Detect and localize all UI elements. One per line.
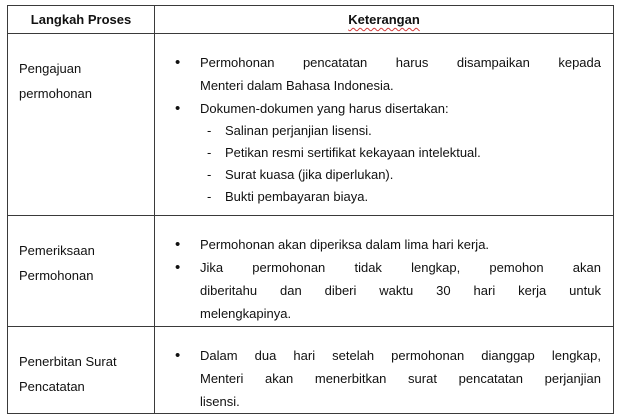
sub-list: [200, 120, 601, 208]
table-row: [8, 216, 614, 327]
list-item: [155, 97, 601, 208]
list-item: [155, 344, 601, 413]
bullet-icon: •: [175, 236, 181, 253]
header-step: Langkah Proses: [8, 6, 155, 34]
table-row: [8, 327, 614, 414]
step-cell: [8, 34, 155, 216]
step-cell: [8, 216, 155, 327]
dash-icon: -: [207, 145, 212, 160]
step-label: Pengajuan: [19, 61, 82, 76]
step-label: permohonan: [19, 86, 92, 101]
step-label: Permohonan: [19, 268, 94, 283]
item-text: Jika permohonan tidak lengkap, pemohon akan: [200, 260, 601, 275]
bullet-icon: •: [175, 54, 181, 71]
bullet-icon: •: [175, 347, 181, 364]
step-label: Pencatatan: [19, 379, 85, 394]
sub-item: [200, 164, 601, 186]
list-item: [155, 51, 601, 97]
dash-icon: -: [207, 189, 212, 204]
item-text: Permohonan akan diperiksa dalam lima hari kerja.: [200, 237, 490, 252]
item-text: Permohonan pencatatan harus disampaikan kepada: [200, 55, 601, 70]
step-label: Pemeriksaan: [19, 243, 95, 258]
item-text: melengkapinya.: [200, 306, 292, 321]
step-cell: [8, 327, 155, 414]
description-cell: [155, 34, 614, 216]
sub-item: [200, 120, 601, 142]
description-cell: [155, 216, 614, 327]
header-description: Keterangan: [155, 6, 614, 34]
dash-icon: -: [207, 167, 212, 182]
item-text: Menteri dalam Bahasa Indonesia.: [200, 78, 394, 93]
process-table: [7, 5, 614, 414]
bullet-icon: •: [175, 259, 181, 276]
sub-item: [200, 186, 601, 208]
item-text: Dalam dua hari setelah permohonan dianggap lengkap,: [200, 348, 601, 363]
item-text: diberitahu dan diberi waktu 30 hari kerja untuk: [200, 283, 601, 298]
item-text: lisensi.: [200, 394, 240, 409]
item-text: Dokumen-dokumen yang harus disertakan:: [200, 101, 449, 116]
list-item: [155, 256, 601, 325]
sub-item-text: Salinan perjanjian lisensi.: [225, 123, 372, 138]
sub-item-text: Petikan resmi sertifikat kekayaan intelektual.: [225, 145, 481, 160]
description-cell: [155, 327, 614, 414]
table-row: [8, 34, 614, 216]
list-item: [155, 233, 601, 256]
sub-item: [200, 142, 601, 164]
sub-item-text: Surat kuasa (jika diperlukan).: [225, 167, 394, 182]
item-text: Menteri akan menerbitkan surat pencatatan perjanjian: [200, 371, 601, 386]
sub-item-text: Bukti pembayaran biaya.: [225, 189, 369, 204]
bullet-icon: •: [175, 100, 181, 117]
dash-icon: -: [207, 123, 212, 138]
step-label: Penerbitan Surat: [19, 354, 117, 369]
header-row: [8, 6, 614, 34]
